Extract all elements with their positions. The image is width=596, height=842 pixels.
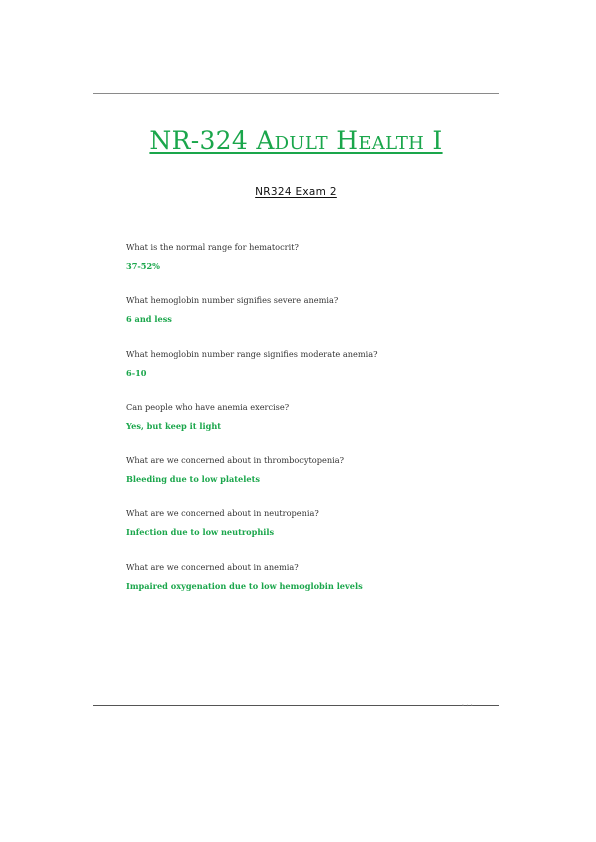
page-number: 1 / 1: [462, 703, 474, 707]
header-rule: [93, 93, 499, 94]
qa-list: [126, 242, 486, 615]
answer-text: 6-10: [126, 367, 147, 378]
footer-rule: [93, 705, 499, 706]
answer-text: Infection due to low neutrophils: [126, 527, 275, 538]
document-title: NR-324 Adult Health I: [149, 126, 443, 155]
qa-item: [126, 508, 486, 561]
question-text: What are we concerned about in neutropenia?: [126, 508, 319, 519]
question-text: What are we concerned about in thrombocytopenia?: [126, 455, 344, 466]
question-text: What hemoglobin number signifies severe anemia?: [126, 295, 339, 306]
qa-item: [126, 349, 486, 402]
question-text: Can people who have anemia exercise?: [126, 401, 290, 412]
qa-item: [126, 242, 486, 295]
question-text: What is the normal range for hematocrit?: [126, 242, 299, 252]
answer-text: 6 and less: [126, 314, 172, 325]
answer-text: Yes, but keep it light: [126, 420, 222, 431]
question-text: What are we concerned about in anemia?: [126, 561, 299, 572]
question-text: What hemoglobin number range signifies moderate anemia?: [126, 348, 378, 359]
qa-item: [126, 402, 486, 455]
qa-item: [126, 295, 486, 348]
answer-text: Bleeding due to low platelets: [126, 474, 260, 485]
qa-item: [126, 562, 486, 615]
answer-text: 37-52%: [126, 261, 160, 271]
qa-item: [126, 455, 486, 508]
answer-text: Impaired oxygenation due to low hemoglobin levels: [126, 580, 363, 591]
document-subtitle: NR324 Exam 2: [255, 186, 337, 198]
